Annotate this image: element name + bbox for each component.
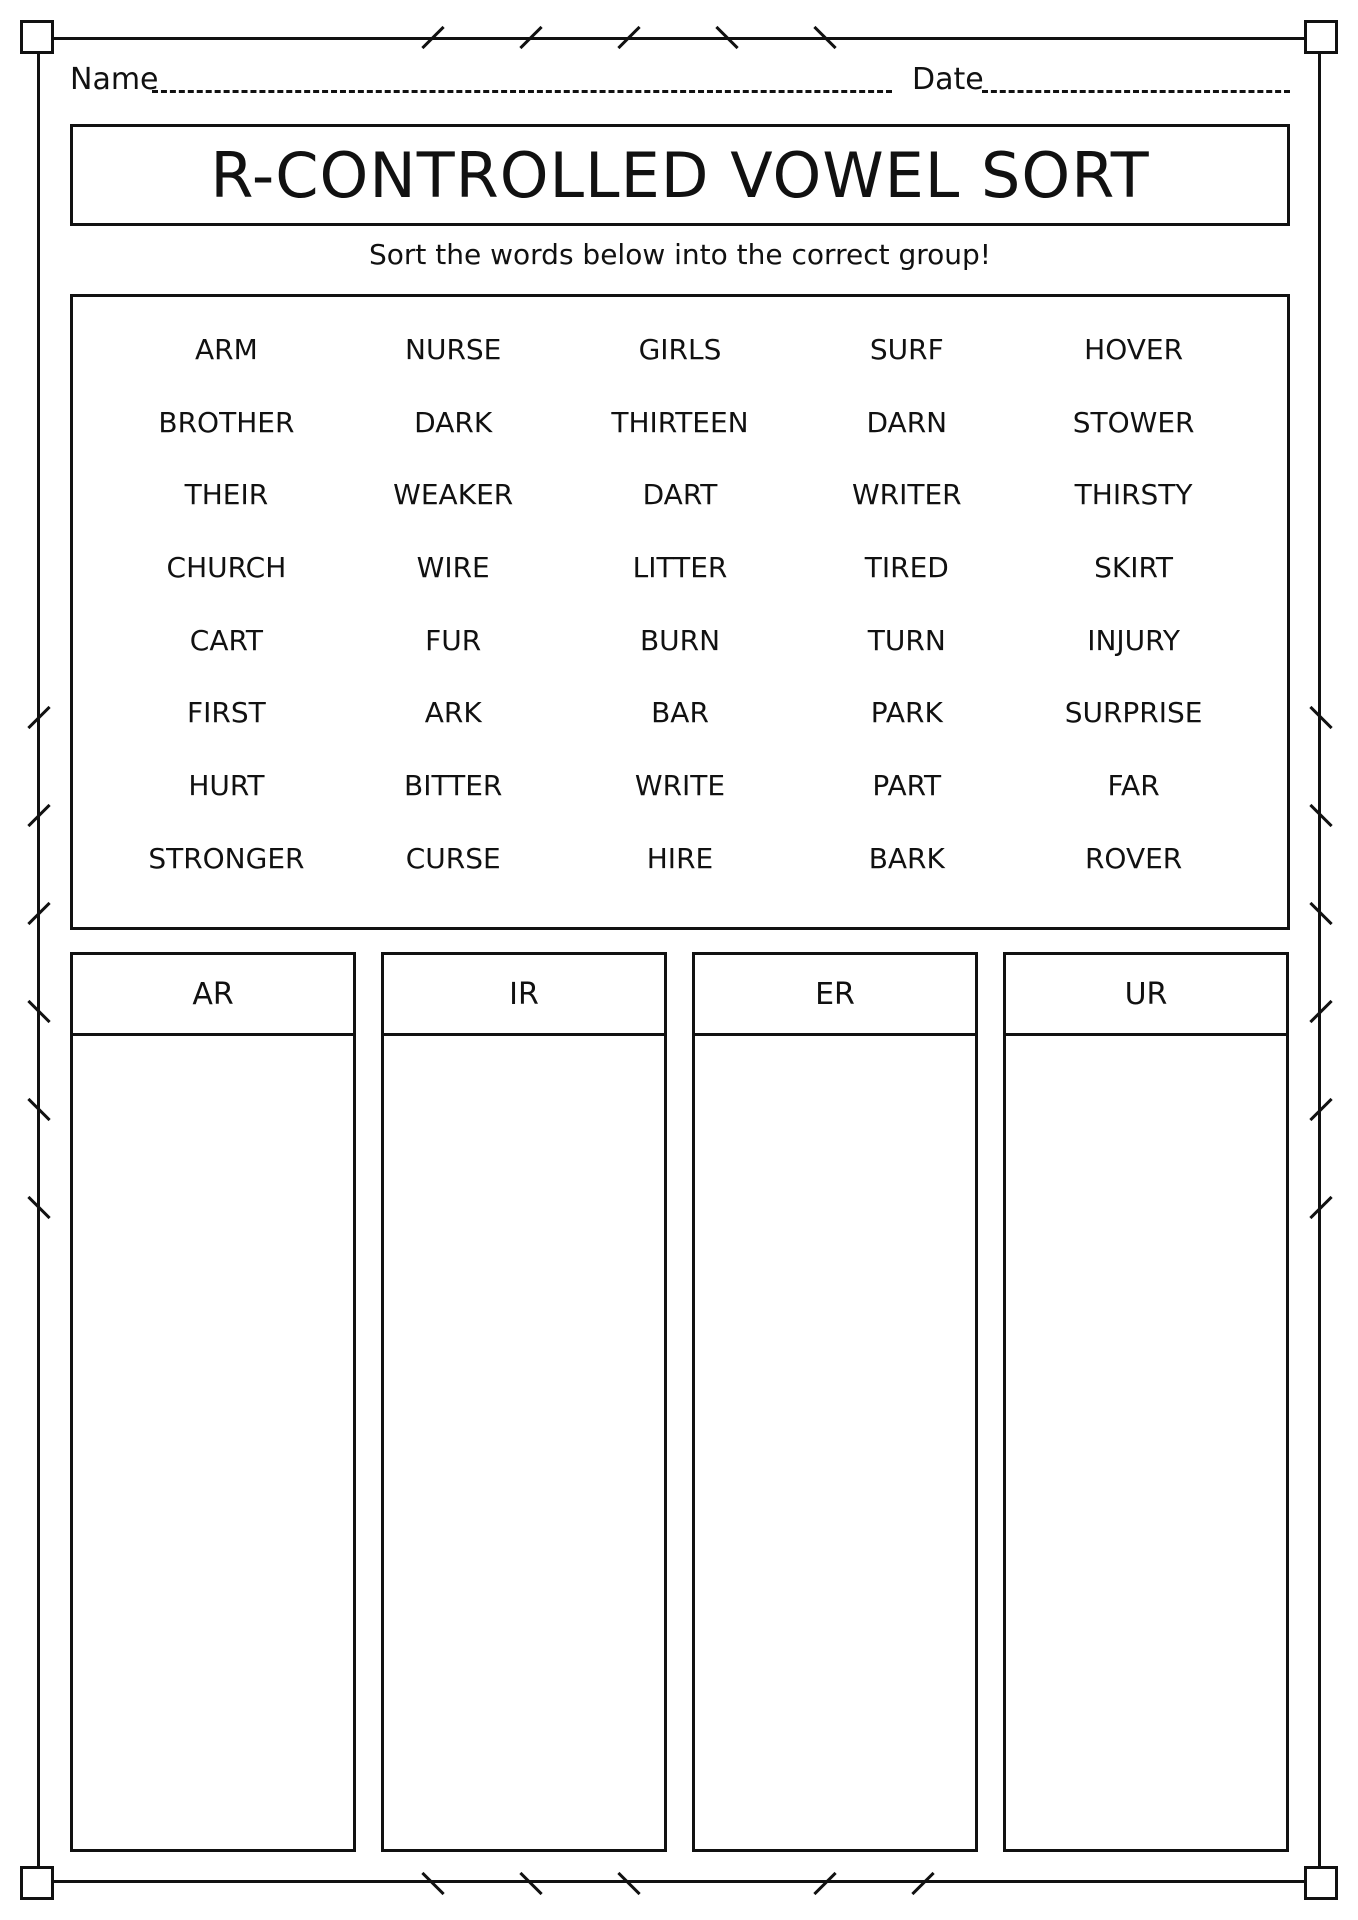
header-row (70, 62, 1290, 106)
word-item: TIRED (864, 551, 949, 585)
corner-ornament (1304, 1866, 1338, 1900)
sort-column-answer-area[interactable] (384, 1036, 664, 1855)
word-item: THIRTEEN (611, 405, 749, 439)
word-item: BITTER (404, 769, 503, 803)
word-item: CHURCH (166, 551, 287, 585)
sort-column-answer-area[interactable] (73, 1036, 353, 1855)
word-item: CURSE (405, 841, 501, 875)
word-item: INJURY (1087, 623, 1180, 657)
name-field[interactable] (152, 90, 892, 93)
word-item: HURT (188, 769, 265, 803)
sort-column-answer-area[interactable] (695, 1036, 975, 1855)
name-label: Name (70, 62, 159, 97)
title-box (70, 124, 1290, 226)
sort-column-er (692, 952, 978, 1852)
sort-column-ir (381, 952, 667, 1852)
date-field[interactable] (982, 90, 1290, 93)
word-grid (113, 333, 1247, 915)
sort-column-header: IR (384, 955, 664, 1036)
word-item: PARK (870, 696, 943, 730)
word-item: SKIRT (1094, 551, 1174, 585)
word-item: ARM (195, 333, 258, 366)
page-title: R-CONTROLLED VOWEL SORT (210, 138, 1150, 212)
word-item: HIRE (646, 841, 714, 875)
word-item: SURPRISE (1064, 696, 1203, 730)
corner-ornament (20, 1866, 54, 1900)
word-item: THIRSTY (1074, 478, 1193, 512)
instructions: Sort the words below into the correct group! (368, 238, 992, 271)
corner-ornament (1304, 20, 1338, 54)
sort-column-ar (70, 952, 356, 1852)
word-item: CART (189, 623, 264, 657)
word-item: DART (642, 478, 718, 512)
word-item: GIRLS (638, 333, 722, 366)
word-item: LITTER (632, 551, 728, 585)
word-item: SURF (869, 333, 944, 366)
date-label: Date (912, 62, 984, 97)
word-item: FIRST (187, 696, 266, 730)
corner-ornament (20, 20, 54, 54)
word-item: FUR (425, 623, 482, 657)
word-item: THEIR (184, 478, 269, 512)
word-item: WEAKER (393, 478, 514, 512)
word-item: HOVER (1084, 333, 1184, 366)
word-item: ARK (424, 696, 482, 730)
word-item: BURN (639, 623, 721, 657)
word-item: WRITE (634, 769, 726, 803)
sort-column-ur (1003, 952, 1289, 1852)
word-item: BROTHER (158, 405, 295, 439)
sort-column-header: UR (1006, 955, 1286, 1036)
word-item: NURSE (405, 333, 502, 366)
sort-column-header: AR (73, 955, 353, 1036)
sort-column-answer-area[interactable] (1006, 1036, 1286, 1855)
word-item: DARK (414, 405, 493, 439)
word-bank (70, 294, 1290, 930)
sort-column-header: ER (695, 955, 975, 1036)
word-item: STRONGER (148, 841, 305, 875)
word-item: BAR (651, 696, 709, 730)
word-item: STOWER (1072, 405, 1195, 439)
word-item: WRITER (851, 478, 962, 512)
word-item: BARK (868, 841, 945, 875)
word-item: ROVER (1084, 841, 1183, 875)
word-item: PART (872, 769, 942, 803)
word-item: DARN (866, 405, 948, 439)
word-item: TURN (867, 623, 946, 657)
word-item: WIRE (416, 551, 490, 585)
sort-columns (70, 952, 1290, 1852)
word-item: FAR (1107, 769, 1160, 803)
